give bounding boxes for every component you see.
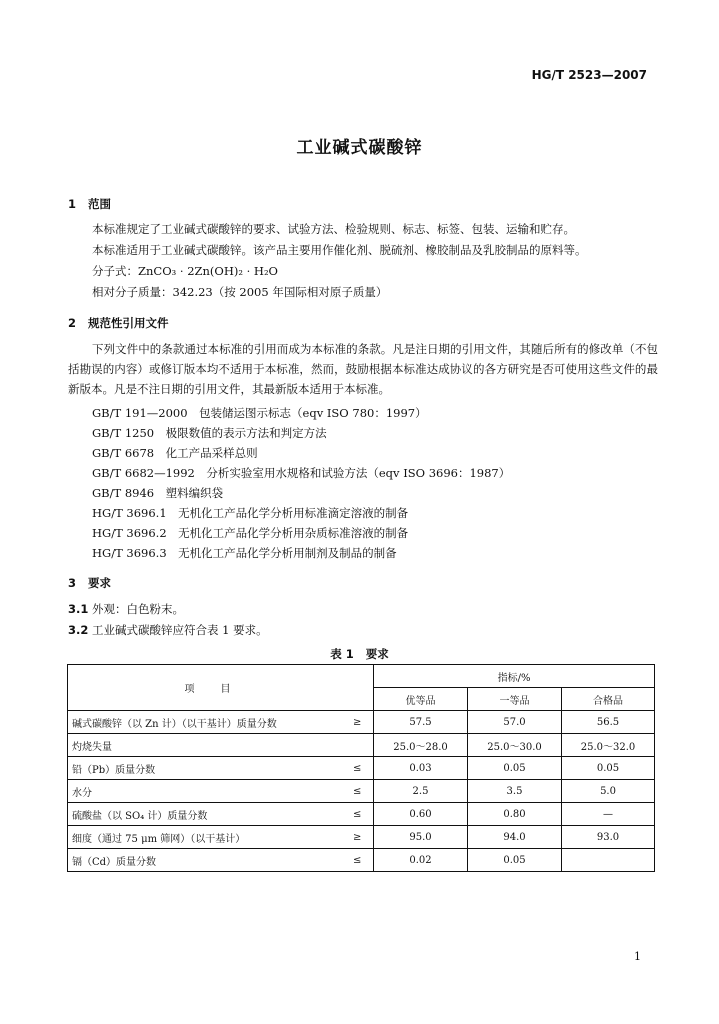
section-3-heading: [68, 575, 111, 591]
section-2-heading: [68, 315, 169, 331]
row-symbol: ≥: [342, 826, 374, 849]
cell-value: 0.80: [468, 803, 562, 826]
reference-item: GB/T 1250 极限数值的表示方法和判定方法: [92, 426, 327, 440]
section-number: 1: [68, 197, 77, 211]
column-header-grade: 一等品: [468, 688, 562, 711]
cell-value: 57.5: [374, 711, 468, 734]
reference-item: HG/T 3696.3 无机化工产品化学分析用制剂及制品的制备: [92, 546, 397, 560]
clause-text: 外观：白色粉末。: [92, 602, 184, 616]
row-symbol: ≥: [342, 711, 374, 734]
row-item: 碱式碳酸锌（以 Zn 计）（以干基计）质量分数: [68, 711, 342, 734]
cell-value: 0.05: [562, 757, 655, 780]
section-title: 规范性引用文件: [88, 316, 169, 330]
row-item: 铅（Pb）质量分数: [68, 757, 342, 780]
row-item: 灼烧失量: [68, 734, 342, 757]
column-header-grade: 合格品: [562, 688, 655, 711]
cell-value: 25.0～30.0: [468, 734, 562, 757]
section-1-heading: [68, 196, 111, 212]
cell-value: 0.05: [468, 849, 562, 872]
column-header-index: 指标/%: [374, 665, 655, 688]
cell-value: 0.60: [374, 803, 468, 826]
cell-value: 5.0: [562, 780, 655, 803]
section-2-intro: 下列文件中的条款通过本标准的引用而成为本标准的条款。凡是注日期的引用文件，其随后所有的修改单（不包括勘误的内容）或修订版本均不适用于本标准，然而，鼓励根据本标准达成协议的各方研究是否可使用这些文件的最新版本。凡是不注日期的引用文件，其最新版本适用于本标准。: [68, 342, 658, 396]
table-number: 表 1: [330, 647, 354, 661]
clause-3-2: [68, 622, 268, 638]
row-symbol: ≤: [342, 849, 374, 872]
section-number: 3: [68, 576, 77, 590]
column-header-grade: 优等品: [374, 688, 468, 711]
table-row: [68, 780, 655, 803]
clause-3-1: [68, 601, 184, 617]
cell-value: 0.05: [468, 757, 562, 780]
standard-number: HG/T 2523—2007: [531, 68, 647, 82]
paragraph: 本标准适用于工业碱式碳酸锌。该产品主要用作催化剂、脱硫剂、橡胶制品及乳胶制品的原料等。: [92, 243, 587, 257]
row-symbol: [342, 734, 374, 757]
row-item: 水分: [68, 780, 342, 803]
reference-item: HG/T 3696.1 无机化工产品化学分析用标准滴定溶液的制备: [92, 506, 409, 520]
row-item: 镉（Cd）质量分数: [68, 849, 342, 872]
row-item: 硫酸盐（以 SO₄ 计）质量分数: [68, 803, 342, 826]
reference-item: GB/T 6678 化工产品采样总则: [92, 446, 258, 460]
reference-item: GB/T 8946 塑料编织袋: [92, 486, 224, 500]
table-row: [68, 849, 655, 872]
cell-value: 93.0: [562, 826, 655, 849]
cell-value: [562, 849, 655, 872]
cell-value: 57.0: [468, 711, 562, 734]
molecular-formula: 分子式：ZnCO₃ · 2Zn(OH)₂ · H₂O: [92, 264, 278, 278]
cell-value: 56.5: [562, 711, 655, 734]
cell-value: 94.0: [468, 826, 562, 849]
section-number: 2: [68, 316, 77, 330]
section-title: 要求: [88, 576, 111, 590]
reference-item: HG/T 3696.2 无机化工产品化学分析用杂质标准溶液的制备: [92, 526, 409, 540]
requirements-table: [67, 664, 655, 872]
cell-value: —: [562, 803, 655, 826]
table-row: [68, 757, 655, 780]
cell-value: 3.5: [468, 780, 562, 803]
page-number: 1: [634, 950, 641, 963]
table-header-row: [68, 665, 655, 688]
clause-number: 3.2: [68, 623, 89, 637]
table-row: [68, 803, 655, 826]
reference-item: GB/T 191—2000 包装储运图示标志（eqv ISO 780：1997）: [92, 406, 427, 420]
cell-value: 0.02: [374, 849, 468, 872]
table-row: [68, 734, 655, 757]
table-row: [68, 711, 655, 734]
clause-number: 3.1: [68, 602, 89, 616]
section-title: 范围: [88, 197, 111, 211]
row-symbol: ≤: [342, 780, 374, 803]
row-symbol: ≤: [342, 757, 374, 780]
cell-value: 0.03: [374, 757, 468, 780]
row-item: 细度（通过 75 μm 筛网）（以干基计）: [68, 826, 342, 849]
row-symbol: ≤: [342, 803, 374, 826]
cell-value: 95.0: [374, 826, 468, 849]
reference-item: GB/T 6682—1992 分析实验室用水规格和试验方法（eqv ISO 3696：1987）: [92, 466, 511, 480]
table-title: 要求: [365, 647, 389, 661]
cell-value: 25.0～28.0: [374, 734, 468, 757]
paragraph: 本标准规定了工业碱式碳酸锌的要求、试验方法、检验规则、标志、标签、包装、运输和贮存。: [92, 222, 575, 236]
cell-value: 25.0～32.0: [562, 734, 655, 757]
document-title: 工业碱式碳酸锌: [296, 138, 423, 158]
table-row: [68, 826, 655, 849]
column-header-item: 项目: [68, 665, 374, 711]
clause-text: 工业碱式碳酸锌应符合表 1 要求。: [92, 623, 268, 637]
molecular-mass: 相对分子质量：342.23（按 2005 年国际相对原子质量）: [92, 285, 388, 299]
table-caption: [0, 646, 719, 662]
cell-value: 2.5: [374, 780, 468, 803]
